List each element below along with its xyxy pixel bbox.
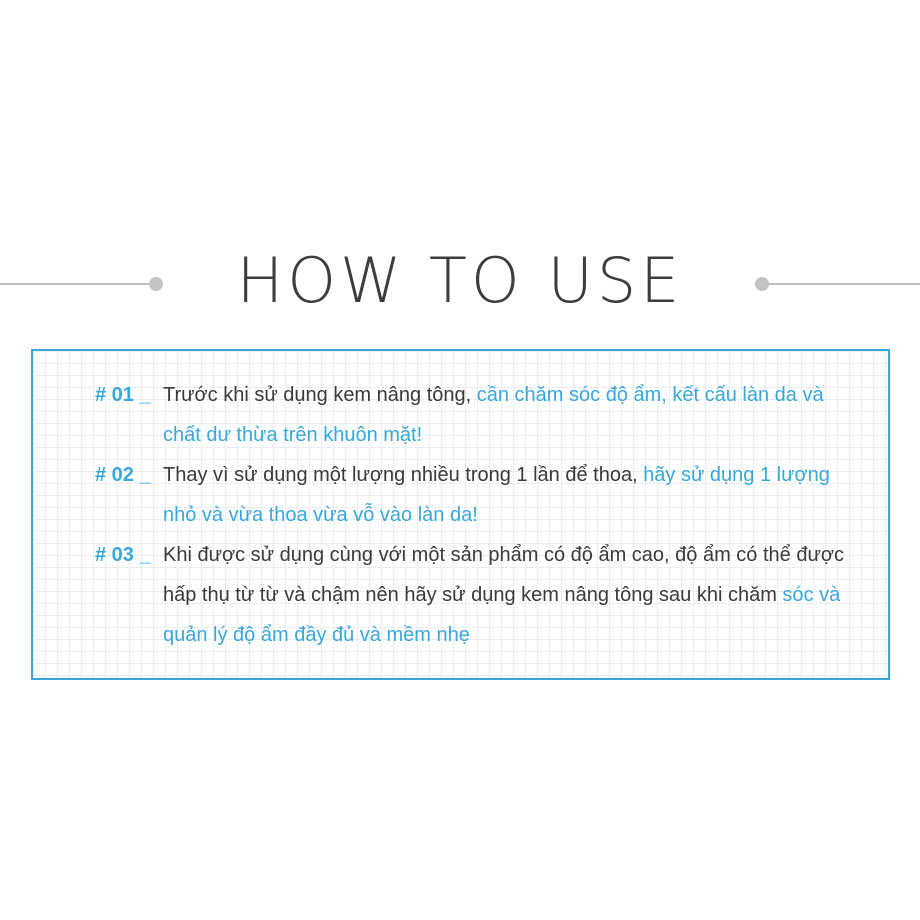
step-number: # 01 _	[95, 384, 151, 406]
section-header	[0, 240, 920, 330]
step-highlight: hãy sử dụng 1 lượng nhỏ và vừa thoa vừa vỗ vào làn da!	[163, 464, 830, 526]
step-highlight: cần chăm sóc độ ẩm, kết cấu làn da và chất dư thừa trên khuôn mặt!	[163, 384, 824, 446]
step-text	[163, 375, 863, 455]
step-highlight: sóc và quản lý độ ẩm đầy đủ và mềm nhẹ	[163, 584, 841, 646]
step-number: # 02 _	[95, 464, 151, 486]
instructions-panel	[31, 349, 890, 680]
step-text	[163, 455, 863, 535]
step-body: Khi được sử dụng cùng với một sản phẩm có độ ẩm cao, độ ẩm có thể được hấp thụ từ từ và chậm nên hãy sử dụng kem nâng tông sau khi chăm	[163, 544, 844, 606]
divider-line-right	[766, 283, 920, 285]
step-body: Thay vì sử dụng một lượng nhiều trong 1 lần để thoa,	[163, 464, 644, 486]
step-text	[163, 535, 863, 655]
page-title: HOW TO USE	[236, 244, 684, 317]
step-number: # 03 _	[95, 544, 151, 566]
step-body: Trước khi sử dụng kem nâng tông,	[163, 384, 477, 406]
